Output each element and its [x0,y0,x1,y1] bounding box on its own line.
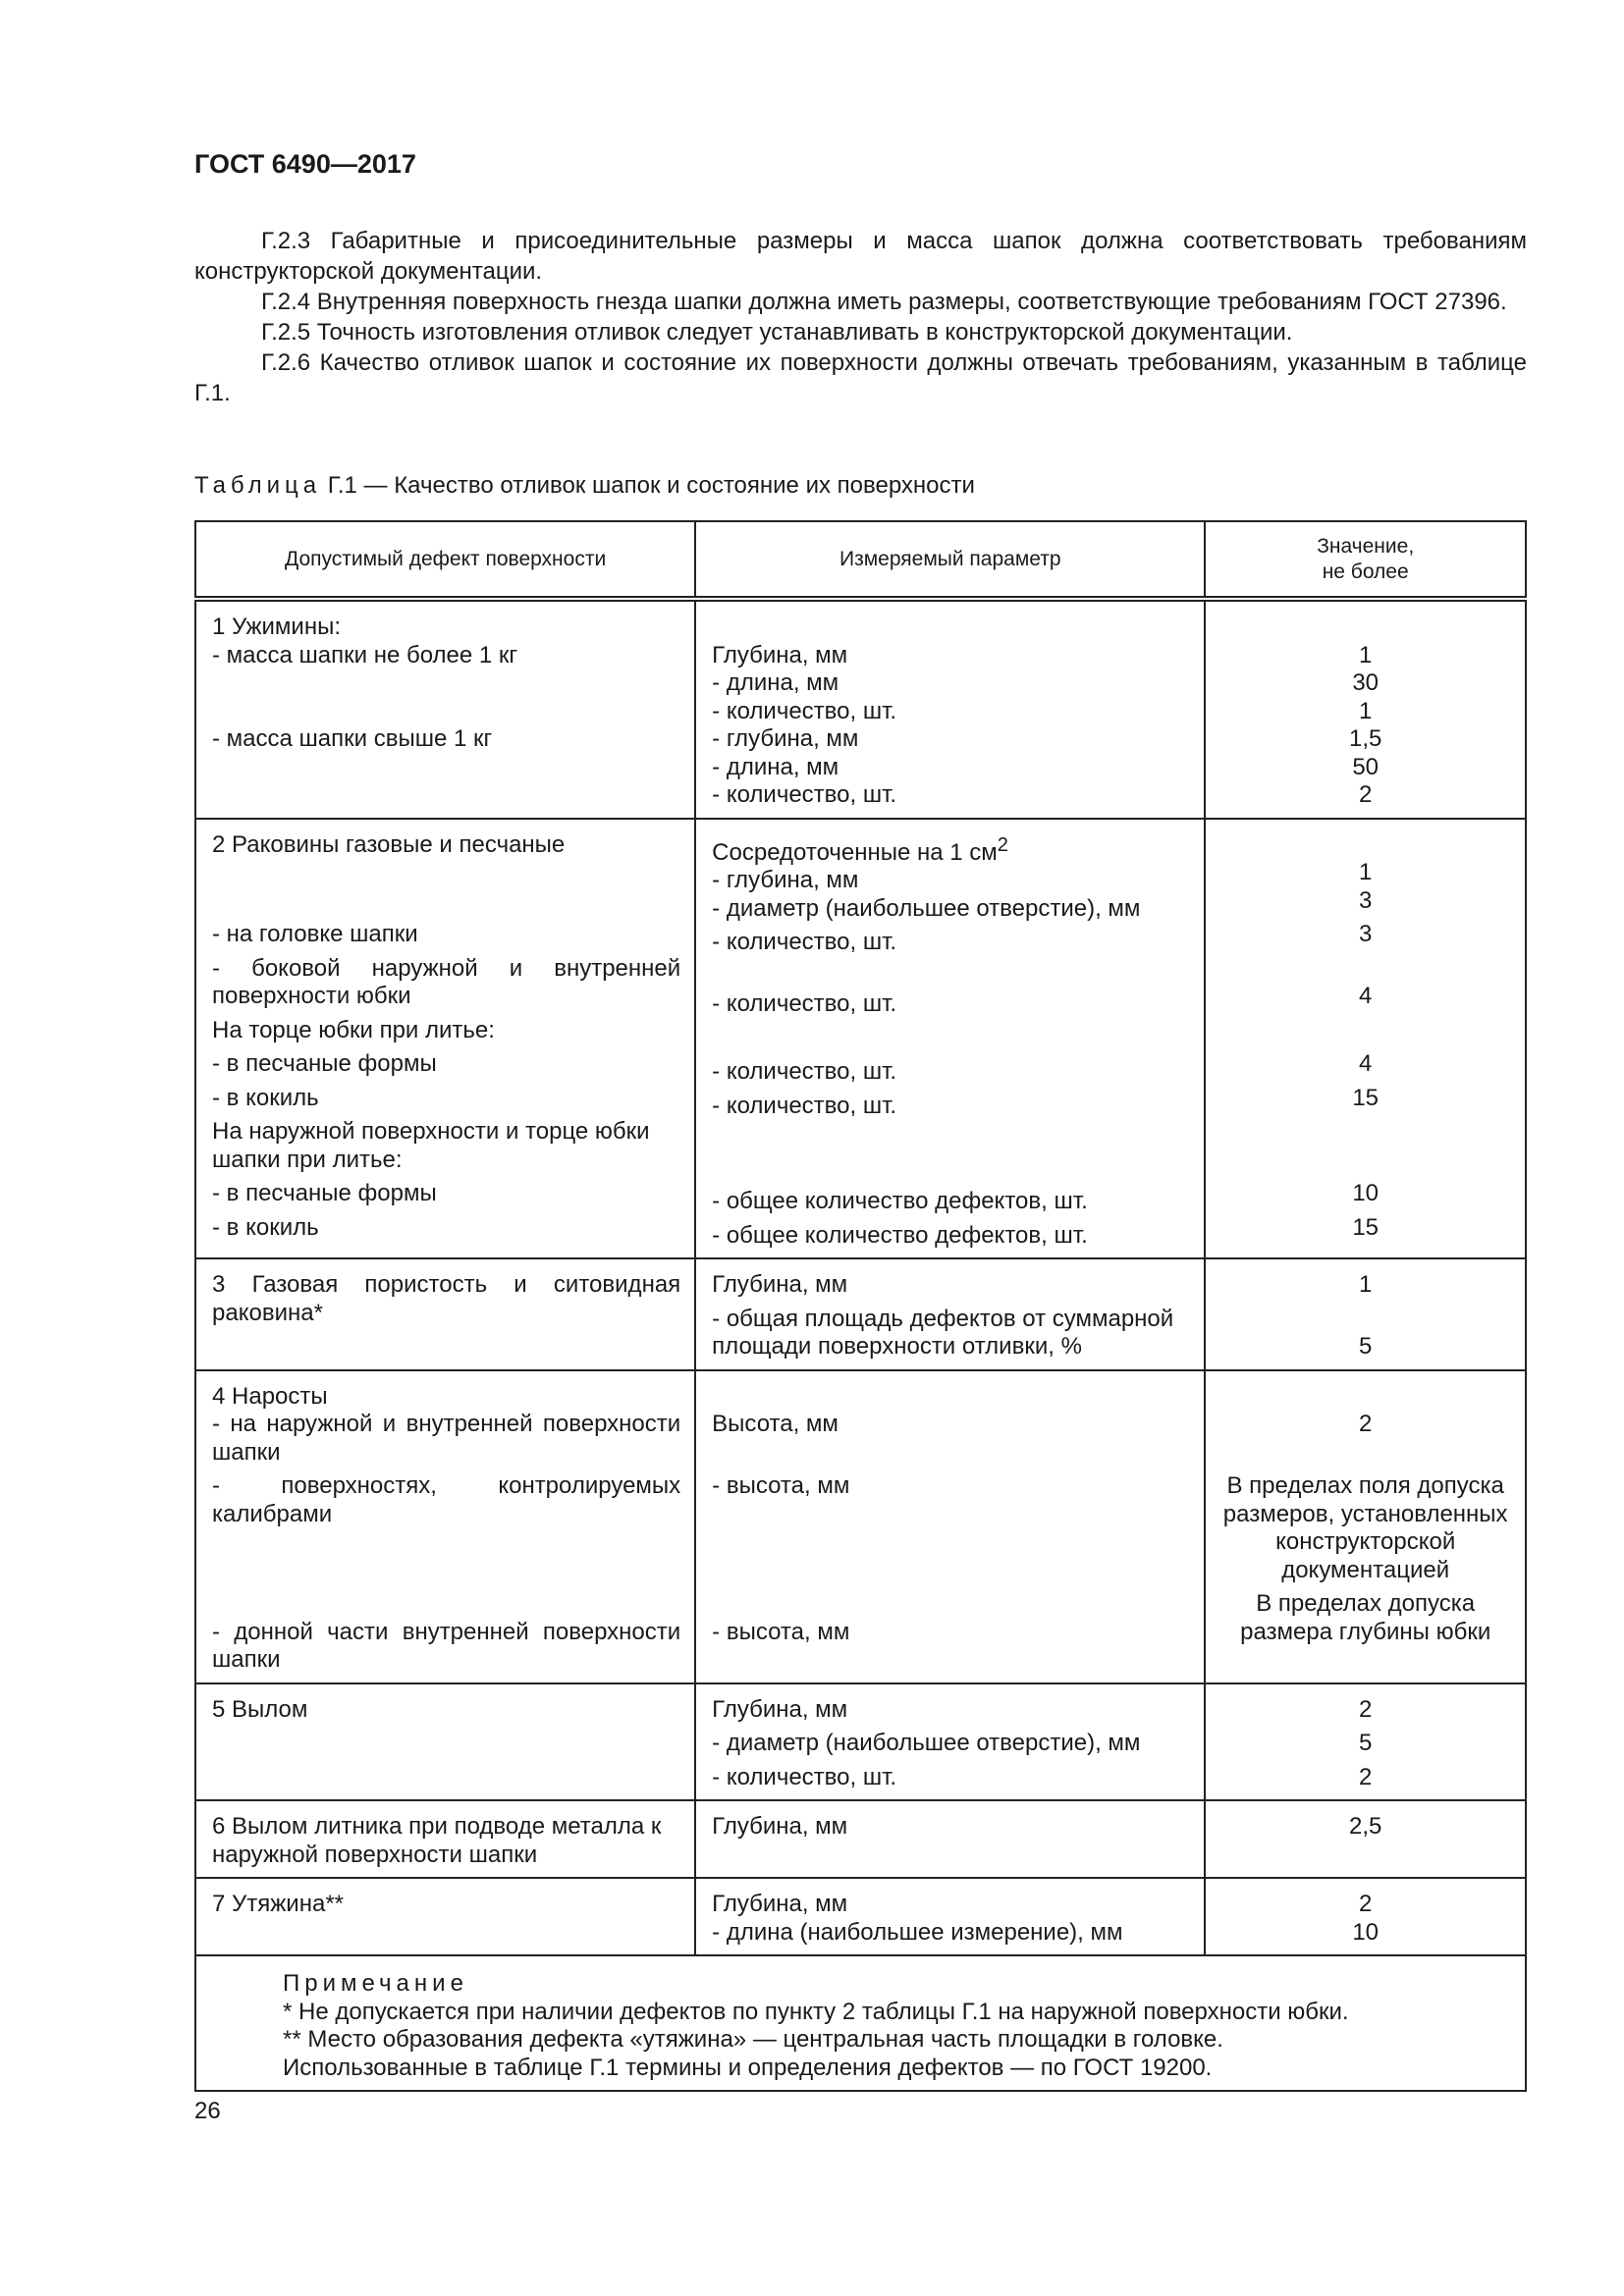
paragraph-g24: Г.2.4 Внутренняя поверхность гнезда шапки должна иметь размеры, соответствующие требованиям ГОСТ 27396. [261,289,1507,315]
row1-values: 1 30 1 1,5 50 2 [1205,599,1526,819]
row6-defect: 6 Вылом литника при подводе металла к наружной поверхности шапки [195,1800,695,1878]
table-row [195,819,1526,1259]
row6-values: 2,5 [1205,1800,1526,1878]
header-defect: Допустимый дефект поверхности [195,521,695,599]
row4-defect: 4 Наросты - на наружной и внутренней поверхности шапки - поверхностях, контролируемых калибрами - донной части внутренней поверхности шапки [195,1370,695,1683]
page-number: 26 [194,2098,221,2124]
intro-section [194,226,1527,408]
row5-parameters: Глубина, мм - диаметр (наибольшее отверстие), мм - количество, шт. [695,1683,1205,1801]
header-value: Значение, не более [1205,521,1526,599]
row2-parameters: Сосредоточенные на 1 $см^2$ - глубина, мм - диаметр (наибольшее отверстие), мм - количество, шт. - количество, шт. - количество, шт. - количество, шт. - общее количество дефектов, шт. - общее количество дефектов, шт. [695,819,1205,1259]
row7-parameters: Глубина, мм - длина (наибольшее измерение), мм [695,1878,1205,1955]
row2-defect: 2 Раковины газовые и песчаные - на головке шапки - боковой наружной и внутренней поверхности юбки На торце юбки при литье: - в песчаные формы - в кокиль На наружной поверхности и торце юбки шапки при литье: - в песчаные формы - в кокиль [195,819,695,1259]
table-row [195,599,1526,819]
row7-values: 2 10 [1205,1878,1526,1955]
note-item: * Не допускается при наличии дефектов по пункту 2 таблицы Г.1 на наружной поверхности юбки. [283,1998,1349,2025]
table-row [195,1258,1526,1370]
row2-values: 1 3 3 4 4 15 10 15 [1205,819,1526,1259]
row4-parameters: Высота, мм - высота, мм - высота, мм [695,1370,1205,1683]
row6-parameters: Глубина, мм [695,1800,1205,1878]
paragraph-g23: Г.2.3 Габаритные и присоединительные размеры и масса шапок должна соответствовать требованиям конструкторской документации. [194,228,1527,285]
row5-defect: 5 Вылом [195,1683,695,1801]
row7-defect: 7 Утяжина** [195,1878,695,1955]
header-parameter: Измеряемый параметр [695,521,1205,599]
document-header: ГОСТ 6490—2017 [194,149,416,179]
note-title: Примечание [283,1970,468,1997]
table-note-row [195,1955,1526,2091]
row1-defect: 1 Ужимины: - масса шапки не более 1 кг - масса шапки свыше 1 кг [195,599,695,819]
table-row [195,1878,1526,1955]
table-caption-word: Таблица [194,472,322,499]
table-note [195,1955,1526,2091]
note-item: Использованные в таблице Г.1 термины и определения дефектов — по ГОСТ 19200. [283,2054,1213,2081]
row5-values: 2 5 2 [1205,1683,1526,1801]
note-item: ** Место образования дефекта «утяжина» — центральная часть площадки в головке. [283,2026,1223,2053]
table-row [195,1800,1526,1878]
table-row [195,1370,1526,1683]
row4-values: 2 В пределах поля допуска размеров, установленных конструкторской документацией В пределах допуска размера глубины юбки [1205,1370,1526,1683]
paragraph-g25: Г.2.5 Точность изготовления отливок следует устанавливать в конструкторской документации. [261,319,1293,346]
table-caption-text: Г.1 — Качество отливок шапок и состояние их поверхности [321,472,975,499]
table-row [195,1683,1526,1801]
table-caption [194,472,975,500]
row1-parameters: Глубина, мм - длина, мм - количество, шт. - глубина, мм - длина, мм - количество, шт. [695,599,1205,819]
row3-values: 1 5 [1205,1258,1526,1370]
paragraph-g26: Г.2.6 Качество отливок шапок и состояние их поверхности должны отвечать требованиям, указанным в таблице Г.1. [194,349,1527,406]
row3-parameters: Глубина, мм - общая площадь дефектов от суммарной площади поверхности отливки, % [695,1258,1205,1370]
row3-defect: 3 Газовая пористость и ситовидная раковина* [195,1258,695,1370]
defects-table [194,520,1527,2092]
table-header-row [195,521,1526,599]
